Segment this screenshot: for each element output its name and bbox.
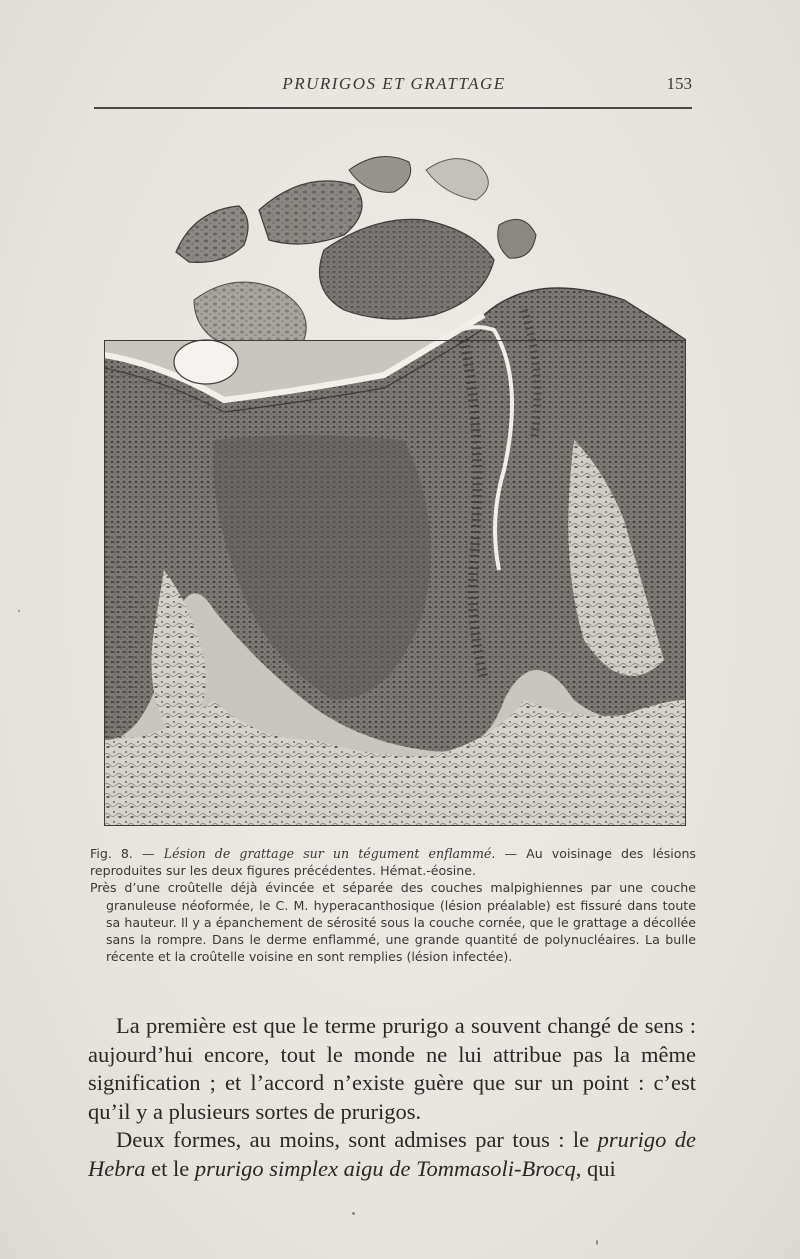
body-paragraph-2 xyxy=(88,1126,696,1183)
para2-italic-tommasoli: prurigo simplex aigu de Tommasoli-Brocq xyxy=(194,1155,576,1181)
histology-engraving-icon xyxy=(104,140,686,826)
figure-title: Lésion de grattage sur un tégument enflammé. xyxy=(163,846,496,861)
para2-italic-hebra: prurigo de Hebra xyxy=(88,1127,696,1181)
para2-start: Deux formes, au moins, sont admises par tous : le xyxy=(116,1127,598,1153)
running-title: PRURIGOS ET GRATTAGE xyxy=(282,74,506,93)
figure-caption xyxy=(90,845,696,965)
paper-speck xyxy=(596,1240,598,1245)
paper-speck xyxy=(18,610,20,612)
figure-label: Fig. 8. — xyxy=(90,846,164,861)
header-rule xyxy=(94,107,692,109)
figure-caption-line1: — Au voisinage des lésions reproduites sur les deux figures précédentes. Hémat.-éosine. xyxy=(90,846,696,879)
body-text xyxy=(88,1012,696,1184)
body-paragraph-1: La première est que le terme prurigo a souvent changé de sens : aujourd’hui encore, tout le monde ne lui attribue pas la même signification ; et l’accord n’existe guère que sur un point : c’est qu’il y a plusieurs sortes de prurigos. xyxy=(88,1013,696,1124)
histology-figure xyxy=(104,140,686,826)
paper-speck xyxy=(352,1212,355,1215)
running-head xyxy=(94,70,694,104)
para2-mid: et le xyxy=(145,1155,195,1181)
para2-end: , qui xyxy=(575,1155,616,1181)
figure-caption-paragraph: Près d’une croûtelle déjà évincée et séparée des couches malpighiennes par une couche granuleuse néoformée, le C. M. hyperacanthosique (lésion préalable) est fissuré dans toute sa hauteur. Il y a épanchement de sérosité sous la couche cornée, que le grattage a décollée sans la rompre. Dans le derme enflammé, une grande quantité de polynucléaires. La bulle récente et la croûtelle voisine en sont remplies (lésion infectée). xyxy=(90,880,696,965)
page-number: 153 xyxy=(666,74,692,93)
